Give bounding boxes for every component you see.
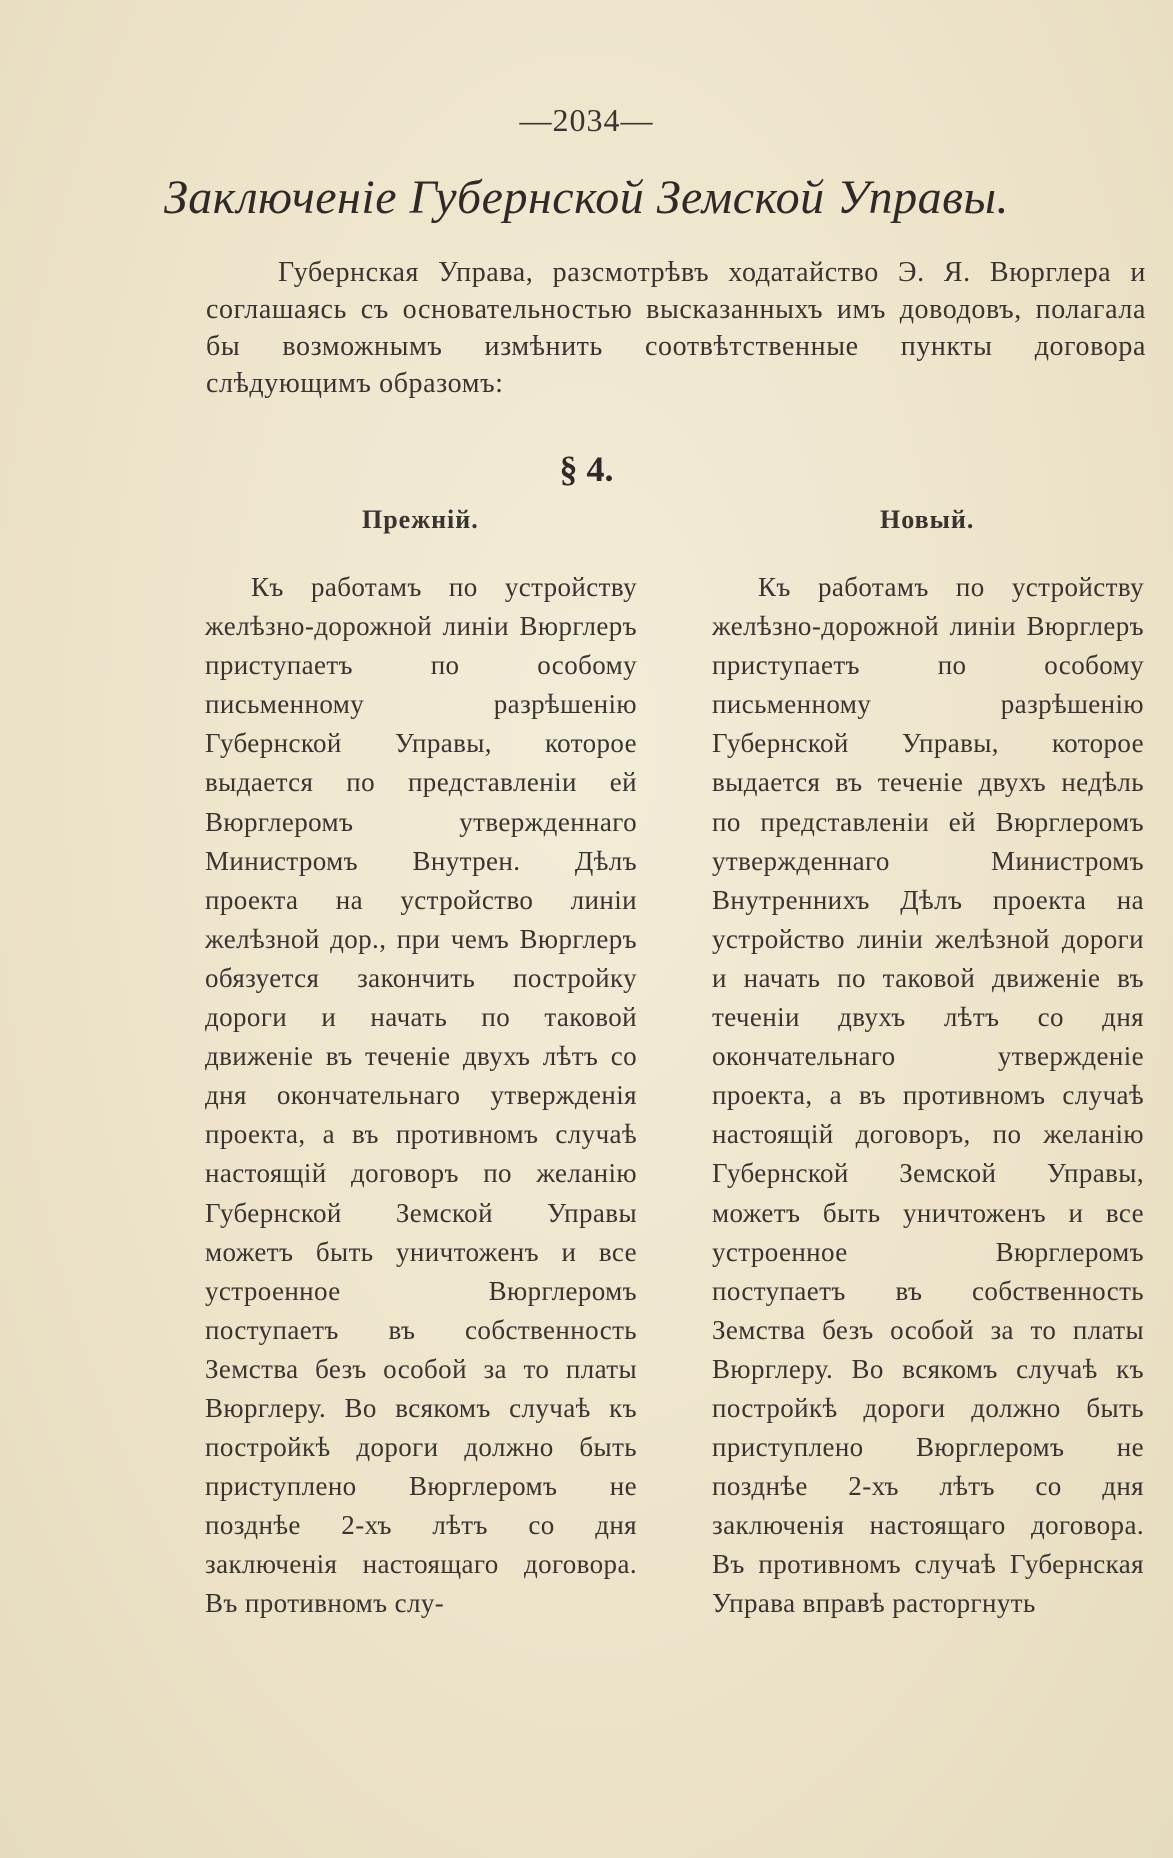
right-column-heading: Новый. bbox=[880, 505, 975, 534]
left-column-text: Къ работамъ по устройству желѣзно-дорожной линiи Вюрглеръ приступаетъ по особому письменному разрѣшенiю Губернской Управы, которое выдается по представленiи ей Вюрглеромъ утвержденнаго Министромъ Внутрен. Дѣлъ проекта на устройство линiи желѣзной дор., при чемъ Вюрглеръ обязуется закончить постройку дороги и начать по таковой движенiе въ теченiе двухъ лѣтъ со дня окончательнаго утвержденiя проекта, а въ противномъ случаѣ настоящiй договоръ по желанiю Губернской Земской Управы можетъ быть уничтоженъ и все устроенное Вюрглеромъ поступаетъ въ собственность Земства безъ особой за то платы Вюрглеру. Во всякомъ случаѣ къ постройкѣ дороги должно быть приступлено Вюрглеромъ не позднѣе 2-хъ лѣтъ со дня заключенiя настоящаго договора. Въ противномъ слу- bbox=[205, 572, 637, 1619]
page-title: Заключенiе Губернской Земской Управы. bbox=[164, 171, 1009, 224]
intro-paragraph: Губернская Управа, разсмотрѣвъ ходатайство Э. Я. Вюрглера и соглашаясь съ основательностью высказанныхъ имъ доводовъ, полагала бы возможнымъ измѣнить соотвѣтственные пункты договора слѣдующимъ образомъ: bbox=[206, 257, 1146, 399]
page-number: —2034— bbox=[519, 102, 654, 138]
left-column-heading: Прежнiй. bbox=[362, 505, 479, 534]
right-column-text: Къ работамъ по устройству желѣзно-дорожной линiи Вюрглеръ приступаетъ по особому письменному разрѣшенiю Губернской Управы, которое выдается въ теченiе двухъ недѣль по представленiи ей Вюрглеромъ утвержденнаго Министромъ Внутреннихъ Дѣлъ проекта на устройство линiи желѣзной дороги и начать по таковой движенiе въ теченiи двухъ лѣтъ со дня окончательнаго утвержденiе проекта, а въ противномъ случаѣ настоящiй договоръ, по желанiю Губернской Земской Управы, можетъ быть уничтоженъ и все устроенное Вюрглеромъ поступаетъ въ собственность Земства безъ особой за то платы Вюрглеру. Во всякомъ случаѣ къ постройкѣ дороги должно быть приступлено Вюрглеромъ не позднѣе 2-хъ лѣтъ со дня заключенiя настоящаго договора. Въ противномъ случаѣ Губернская Управа вправѣ расторгнуть bbox=[712, 572, 1144, 1619]
section-heading: § 4. bbox=[559, 449, 614, 489]
